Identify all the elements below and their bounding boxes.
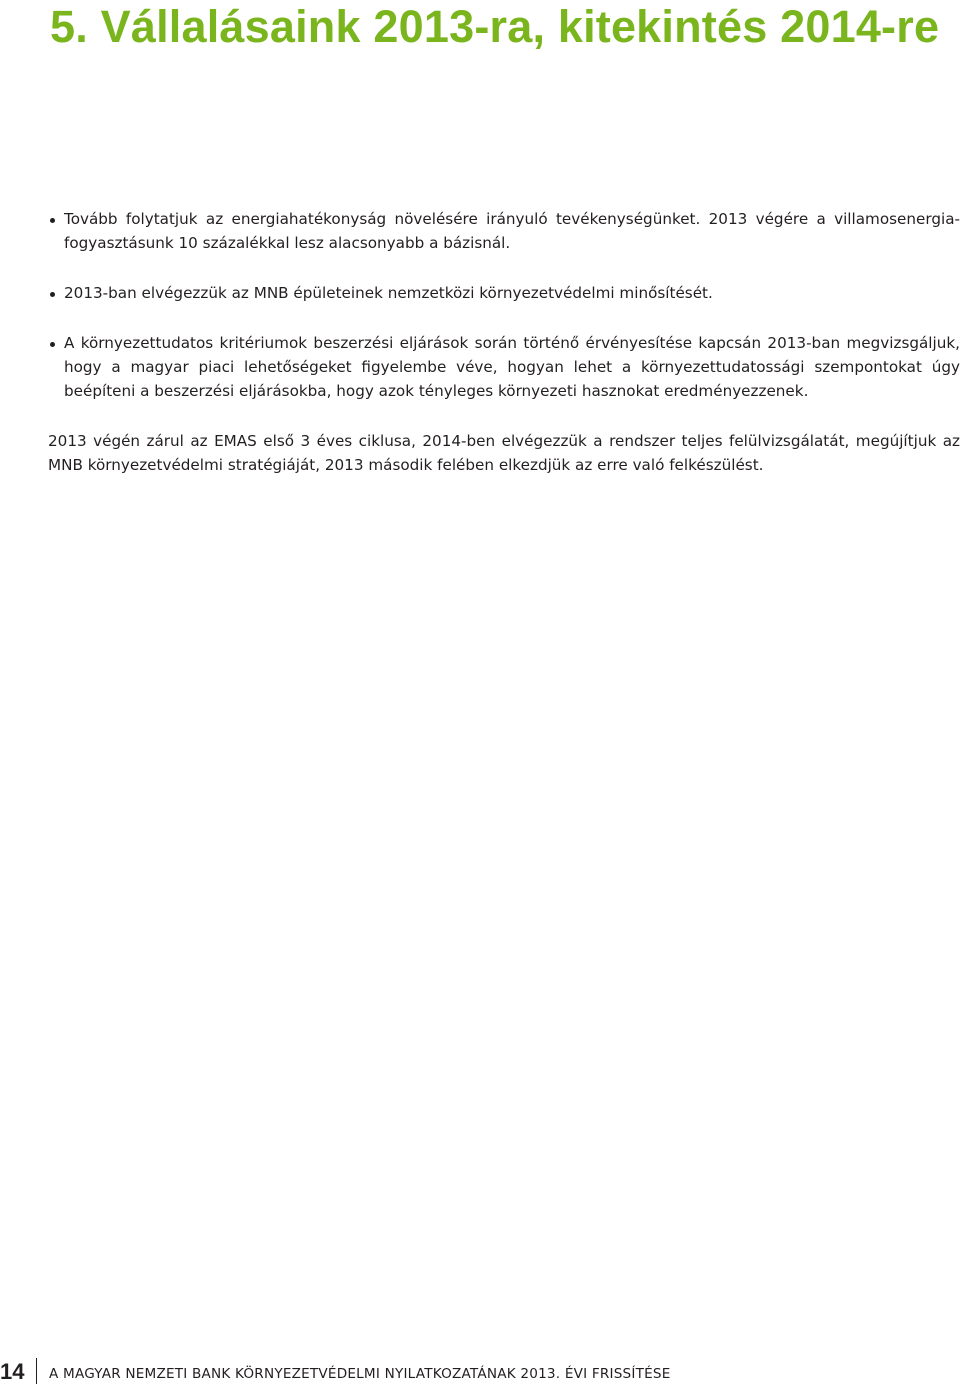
commitments-list bbox=[48, 207, 960, 403]
footer-divider bbox=[36, 1358, 37, 1384]
body-paragraph: 2013 végén zárul az EMAS első 3 éves ciklusa, 2014-ben elvégezzük a rendszer teljes felülvizsgálatát, megújítjuk az MNB környezetvédelmi stratégiáját, 2013 második felében elkezdjük az erre való felkészülést. bbox=[48, 432, 960, 474]
list-item: Tovább folytatjuk az energiahatékonyság növelésére irányuló tevékenységünket. 2013 végére a villamosenergia-fogyasztásunk 10 százalékkal lesz alacsonyabb a bázisnál. bbox=[48, 207, 960, 255]
list-item: 2013-ban elvégezzük az MNB épületeinek nemzetközi környezetvédelmi minősítését. bbox=[48, 281, 960, 305]
page-number: 14 bbox=[0, 1359, 25, 1384]
page-footer bbox=[0, 1358, 960, 1384]
main-content bbox=[48, 207, 960, 477]
page-title: 5. Vállalásaink 2013-ra, kitekintés 2014-re bbox=[50, 1, 940, 52]
footer-title: A MAGYAR NEMZETI BANK KÖRNYEZETVÉDELMI NYILATKOZATÁNAK 2013. ÉVI FRISSÍTÉSE bbox=[49, 1366, 671, 1382]
list-item: A környezettudatos kritériumok beszerzési eljárások során történő érvényesítése kapcsán 2013-ban megvizsgáljuk, hogy a magyar piaci lehetőségeket figyelembe véve, hogyan lehet a környezettudatossági szempontokat úgy beépíteni a beszerzési eljárásokba, hogy azok tényleges környezeti hasznokat eredményezzenek. bbox=[48, 331, 960, 403]
